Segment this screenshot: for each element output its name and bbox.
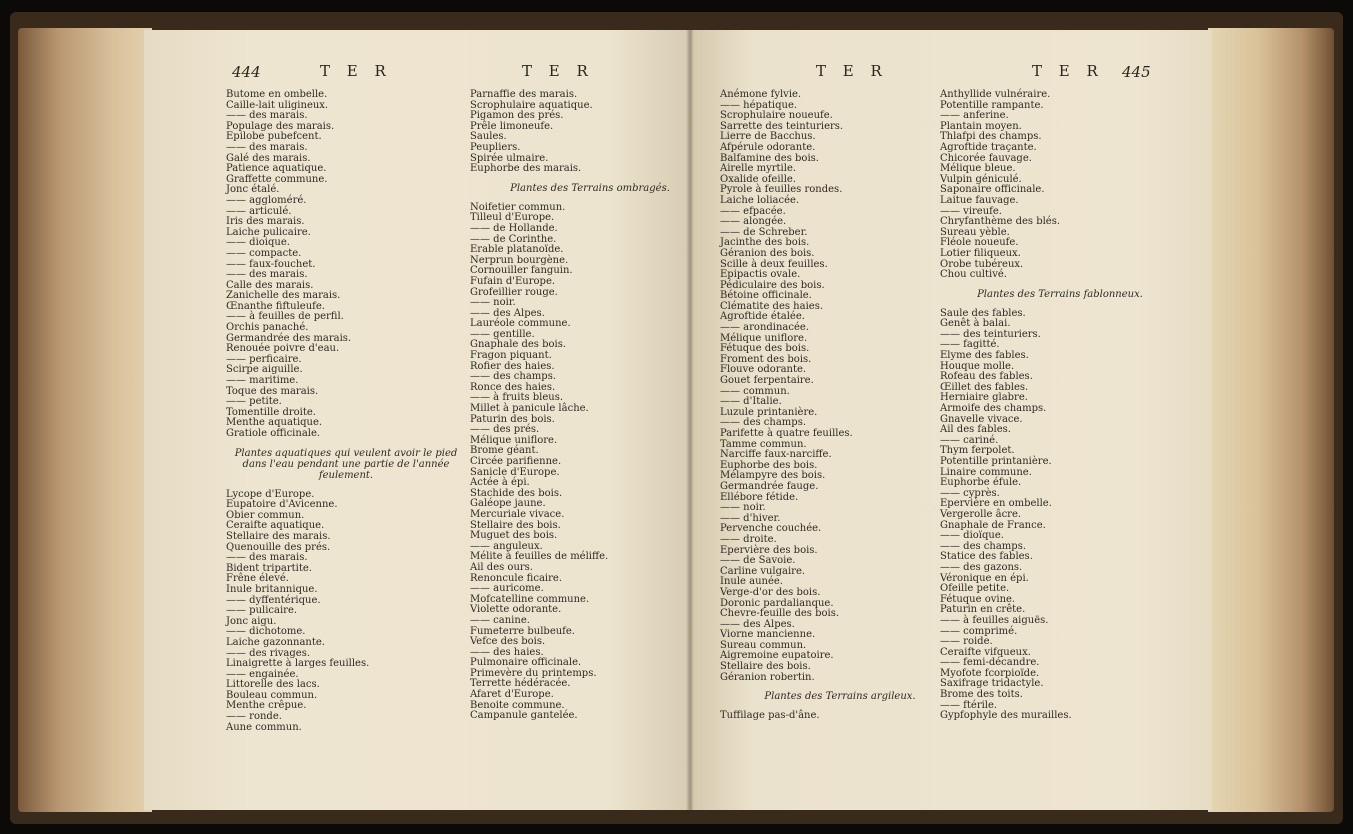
plant-entry: Scirpe aiguille. [226,364,303,376]
plant-entry: Flouve odorante. [720,364,807,376]
plant-entry: Graffette commune. [226,173,328,185]
plant-entry: Viorne mancienne. [720,629,816,641]
plant-entry: —— des Alpes. [720,618,795,630]
plant-entry: Pigamon des prés. [470,110,564,122]
plant-entry: —— efpacée. [720,205,786,217]
plant-entry: —— petite. [226,396,282,408]
plant-entry: Vulpin géniculé. [940,173,1022,185]
plant-entry: Genêt à balai. [940,318,1011,330]
plant-entry: Luzule printanière. [720,406,818,418]
plant-entry: —— ronde. [226,711,282,723]
plant-entry: Aune commun. [226,721,302,733]
plant-entry: Afpérule odorante. [720,141,816,153]
plant-entry: —— de Hollande. [470,222,558,234]
plant-entry: Renouée poivre d'eau. [226,343,340,355]
plant-entry: Sarrette des teinturiers. [720,120,844,132]
plant-entry: Stachide des bois. [470,487,563,499]
plant-entry: —— des champs. [720,417,807,429]
plant-entry: Muguet des bois. [470,530,558,542]
plant-entry: —— à fruits bleus. [470,392,564,404]
plant-entry: Afaret d'Europe. [470,689,554,701]
plant-entry: —— de Corinthe. [470,233,557,245]
plant-entry: Véronique en épi. [940,572,1029,584]
plant-entry: Jonc étalé. [226,184,280,196]
plant-entry: Ronce des haies. [470,381,556,393]
plant-entry: Renoncule ficaire. [470,572,562,584]
running-head-right-1: T E R [816,62,888,80]
plant-entry: Germandrée fauge. [720,480,819,492]
plant-entry: —— fagitté. [940,339,1000,351]
plant-entry: Laiche pulicaire. [226,226,311,238]
plant-entry: Inule britannique. [226,583,318,595]
plant-entry: Thym ferpolet. [940,445,1015,457]
plant-entry: Elyme des fables. [940,350,1029,362]
plant-entry: —— de Savoie. [720,555,796,567]
plant-entry: Parnaffie des marais. [470,89,578,100]
plant-entry: Cornouiller fanguin. [470,265,573,277]
plant-entry: Gnavelle vivace. [940,413,1023,425]
plant-entry: Linaire commune. [940,466,1032,478]
section-heading: Plantes aquatiques qui veulent avoir le pied dans l'eau pendant une partie de l'année feulement. [234,447,458,481]
plant-entry: Sureau yèble. [940,226,1010,238]
left-page-column-2 [470,90,690,722]
plant-entry: Iris des marais. [226,216,305,228]
plant-entry: Mélique uniflore. [720,332,808,344]
plant-entry: —— des haies. [470,646,544,658]
plant-entry: Paturin en crête. [940,604,1026,616]
plant-entry: Euphorbe des bois. [720,459,818,471]
plant-entry: Toque des marais. [226,385,319,397]
plant-entry: Fumeterre bulbeufe. [470,625,575,637]
plant-entry: Fétuque des bois. [720,343,810,355]
plant-entry: Lycope d'Europe. [226,488,315,500]
plant-entry: Fufain d'Europe. [470,275,556,287]
plant-entry: Thlafpi des champs. [940,131,1042,143]
plant-entry: Frêne élevé. [226,573,289,585]
plant-entry: Primevère du printemps. [470,667,597,679]
plant-entry: Actée à épi. [470,477,530,489]
plant-entry: Gypfophyle des murailles. [940,710,1072,722]
plant-entry: Stellaire des bois. [470,519,561,531]
plant-entry: —— dioique. [226,237,290,249]
plant-entry: Rofier des haies. [470,360,555,372]
plant-entry: Grofeillier rouge. [470,286,558,298]
plant-entry: Paturin des bois. [470,413,555,425]
plant-entry: Laiche loliacée. [720,194,800,206]
plant-entry: —— dichotome. [226,626,306,638]
left-page-column-1 [226,90,466,733]
plant-entry: Plantain moyen. [940,120,1022,132]
plant-entry: Gnaphale de France. [940,519,1046,531]
page-number-left: 444 [232,63,261,81]
plant-entry: Ofeille petite. [940,583,1010,595]
section-heading: Plantes des Terrains ombragés. [510,182,670,194]
plant-entry: Menthe crêpue. [226,700,307,712]
plant-entry: Jacinthe des bois. [720,237,810,249]
plant-entry: Balfamine des bois. [720,152,819,164]
plant-entry: —— commun. [720,385,790,397]
plant-entry: —— des marais. [226,269,308,281]
plant-entry: Spirée ulmaire. [470,152,549,164]
right-page [690,30,1212,810]
plant-entry: —— comprimé. [940,625,1018,637]
plant-entry: Saponaire officinale. [940,184,1045,196]
plant-entry: —— de Schreber. [720,226,808,238]
plant-entry: Gratiole officinale. [226,428,321,439]
plant-entry: Butome en ombelle. [226,89,328,100]
plant-entry: Chryfanthème des blés. [940,216,1061,228]
plant-entry: —— à feuilles de perfil. [226,311,344,323]
plant-entry: Lierre de Bacchus. [720,131,816,143]
plant-entry: Pervenche couchée. [720,523,822,535]
plant-entry: Epipactis ovale. [720,269,801,281]
plant-entry: —— des teinturiers. [940,328,1041,340]
plant-entry: —— d'Italie. [720,396,782,408]
section-heading: Plantes des Terrains fablonneux. [977,288,1143,300]
plant-entry: Tilleul d'Europe. [470,212,555,224]
plant-entry: Littorelle des lacs. [226,679,320,691]
plant-entry: Campanule gantelée. [470,710,578,722]
plant-entry: Prêle limoneufe. [470,120,554,132]
plant-entry: Airelle myrtile. [720,163,797,175]
plant-entry: Tomentille droite. [226,406,316,418]
page-number-right: 445 [1122,63,1151,81]
plant-entry: —— dyffentérique. [226,594,321,606]
plant-entry: —— engainée. [226,668,299,680]
plant-entry: Nerprun bourgène. [470,254,569,266]
plant-entry: Erable platanoïde. [470,244,564,256]
book-gutter [686,30,694,810]
plant-entry: —— des prés. [470,424,540,436]
plant-entry: Brome géant. [470,445,539,457]
plant-entry: Galéope jaune. [470,498,546,510]
plant-entry: Herniaire glabre. [940,392,1028,404]
plant-entry: Chicorée fauvage. [940,152,1032,164]
plant-entry: Orobe tubéreux. [940,258,1024,270]
plant-entry: Epervière des bois. [720,544,818,556]
plant-entry: Linaigrette à larges feuilles. [226,658,370,670]
plant-entry: Agroftide étalée. [720,311,805,323]
plant-entry: —— vireufe. [940,205,1002,217]
plant-entry: Tuffilage pas-d'âne. [720,710,820,722]
plant-entry: —— des champs. [470,371,557,383]
plant-entry: Peupliers. [470,141,521,153]
plant-entry: Violette odorante. [470,604,562,616]
plant-entry: —— gentille. [470,328,535,340]
plant-entry: Saxifrage tridactyle. [940,678,1044,690]
plant-entry: Sanicle d'Europe. [470,466,560,478]
plant-entry: Saules. [470,131,507,143]
plant-entry: —— faux-fouchet. [226,258,316,270]
plant-entry: Vefce des bois. [470,636,546,648]
plant-entry: Chou cultivé. [940,269,1007,281]
plant-entry: Scrophulaire noueufe. [720,110,833,122]
plant-entry: Parifette à quatre feuilles. [720,428,853,439]
plant-entry: Ellébore fétide. [720,491,799,503]
plant-entry: —— noir. [470,297,516,309]
plant-entry: Mercuriale vivace. [470,508,565,520]
plant-entry: Patience aquatique. [226,163,327,175]
plant-entry: Agroftide traçante. [940,141,1037,153]
plant-entry: Gnaphale des bois. [470,339,567,351]
plant-entry: Oxalide ofeille. [720,173,797,185]
plant-entry: Doronic pardalianque. [720,597,834,609]
plant-entry: Inule aunée. [720,576,783,588]
plant-entry: Gouet ferpentaire. [720,375,814,387]
plant-entry: Mofcatelline commune. [470,593,590,605]
plant-entry: Brome des toits. [940,689,1023,701]
plant-entry: —— compacte. [226,247,302,259]
plant-entry: Noifetier commun. [470,201,566,213]
plant-entry: —— anferine. [940,110,1009,122]
plant-entry: Vergerolle âcre. [940,508,1022,520]
plant-entry: —— perficaire. [226,353,302,365]
section-heading: Plantes des Terrains argileux. [764,691,916,703]
plant-entry: Obier commun. [226,509,305,521]
plant-entry: Pyrole à feuilles rondes. [720,184,843,196]
plant-entry: —— ftérile. [940,699,998,711]
plant-entry: Potentille rampante. [940,99,1044,111]
plant-entry: Mélique bleue. [940,163,1016,175]
plant-entry: Statice des fables. [940,551,1033,563]
plant-entry: Pédiculaire des bois. [720,279,825,291]
plant-entry: Pulmonaire officinale. [470,657,582,669]
plant-entry: —— roide. [940,636,993,648]
plant-entry: Verge-d'or des bois. [720,586,821,598]
plant-entry: Stellaire des marais. [226,530,331,542]
plant-entry: —— aggloméré. [226,194,307,206]
plant-entry: Clématite des haies. [720,300,824,312]
plant-entry: Armoife des champs. [940,403,1047,415]
plant-entry: Mélampyre des bois. [720,470,826,482]
plant-entry: Narciffe faux-narciffe. [720,449,832,461]
plant-entry: —— auricome. [470,583,544,595]
plant-entry: Carline vulgaire. [720,565,806,577]
plant-entry: Fragon piquant. [470,350,552,362]
plant-entry: Jonc aigu. [226,615,277,627]
plant-entry: Œnanthe fiftuleufe. [226,300,325,312]
plant-entry: —— femi-décandre. [940,657,1040,669]
plant-entry: —— des marais. [226,110,308,122]
plant-entry: Bident tripartite. [226,562,312,574]
plant-entry: Potentille printanière. [940,456,1052,467]
running-head-left-2: T E R [522,62,594,80]
plant-entry: Œillet des fables. [940,381,1029,393]
plant-entry: Ail des fables. [940,424,1011,436]
plant-entry: —— canine. [470,614,530,626]
plant-entry: Houque molle. [940,360,1015,372]
plant-entry: Anthyllide vulnéraire. [940,89,1051,100]
right-page-column-1 [720,90,960,722]
plant-entry: Ceraifte vifqueux. [940,646,1031,658]
plant-entry: Euphorbe des marais. [470,163,582,175]
plant-entry: Fléole noueufe. [940,237,1019,249]
plant-entry: Calle des marais. [226,279,314,291]
right-page-column-2 [940,90,1180,722]
plant-entry: —— à feuilles aiguës. [940,614,1049,626]
plant-entry: Orchis panaché. [226,322,309,334]
plant-entry: Géranion des bois. [720,247,815,259]
plant-entry: —— des Alpes. [470,307,545,319]
plant-entry: Ceraifte aquatique. [226,520,325,532]
plant-entry: Mélique uniflore. [470,434,558,446]
plant-entry: —— des champs. [940,540,1027,552]
right-page-edges [1208,28,1334,812]
plant-entry: Laiche gazonnante. [226,636,325,648]
plant-entry: Caille-lait uligineux. [226,99,329,111]
plant-entry: —— cyprès. [940,487,1000,499]
plant-entry: Anémone fylvie. [720,89,802,100]
plant-entry: —— dioïque. [940,530,1004,542]
plant-entry: Géranion robertin. [720,671,815,683]
plant-entry: Populage des marais. [226,120,335,132]
plant-entry: Epilobe pubefcent. [226,131,322,143]
plant-entry: Euphorbe éfule. [940,477,1022,489]
plant-entry: Menthe aquatique. [226,417,323,429]
plant-entry: Millet à panicule lâche. [470,403,589,415]
plant-entry: Aigremoine eupatoire. [720,650,834,662]
left-page [144,30,690,810]
plant-entry: Lauréole commune. [470,318,571,330]
plant-entry: Galé des marais. [226,152,311,164]
plant-entry: Mélite à feuilles de méliffe. [470,551,609,563]
plant-entry: —— anguleux. [470,540,543,552]
plant-entry: —— cariné. [940,434,999,446]
plant-entry: Bouleau commun. [226,689,318,701]
plant-entry: Scrophulaire aquatique. [470,99,593,111]
plant-entry: Laitue fauvage. [940,194,1019,206]
plant-entry: —— droite. [720,533,777,545]
plant-entry: Circée parifienne. [470,456,562,467]
plant-entry: Stellaire des bois. [720,661,811,673]
plant-entry: Tamme commun. [720,438,807,450]
plant-entry: Scille à deux feuilles. [720,258,828,270]
plant-entry: —— alongée. [720,216,787,228]
plant-entry: Rofeau des fables. [940,371,1033,383]
plant-entry: Epervière en ombelle. [940,498,1052,510]
plant-entry: Froment des bois. [720,353,812,365]
plant-entry: Bétoine officinale. [720,290,812,302]
plant-entry: Chevre-feuille des bois. [720,608,840,620]
plant-entry: —— hépatique. [720,99,798,111]
plant-entry: Sureau commun. [720,639,807,651]
plant-entry: —— articulé. [226,205,292,217]
running-head-left-1: T E R [320,62,392,80]
running-head-right-2: T E R [1032,62,1104,80]
plant-entry: Ail des ours. [470,561,533,573]
plant-entry: —— des rivages. [226,647,311,659]
plant-entry: —— maritime. [226,375,299,387]
plant-entry: —— arondinacée. [720,322,809,334]
plant-entry: —— noir. [720,502,766,514]
plant-entry: Terrette hédéracée. [470,678,571,690]
plant-entry: Lotier filiqueux. [940,247,1021,259]
plant-entry: Zanichelle des marais. [226,290,341,302]
plant-entry: —— pulicaire. [226,605,298,617]
plant-entry: Germandrée des marais. [226,332,352,344]
plant-entry: Quenouille des prés. [226,541,331,553]
plant-entry: Fétuque ovine. [940,593,1016,605]
plant-entry: Benoite commune. [470,699,565,711]
plant-entry: Saule des fables. [940,307,1026,319]
plant-entry: Eupatoire d'Avicenne. [226,499,338,511]
plant-entry: —— des marais. [226,552,308,564]
left-page-edges [18,28,152,812]
plant-entry: —— des marais. [226,141,308,153]
plant-entry: Myofote fcorpioïde. [940,667,1040,679]
plant-entry: —— d'hiver. [720,512,781,524]
plant-entry: —— des gazons. [940,561,1023,573]
